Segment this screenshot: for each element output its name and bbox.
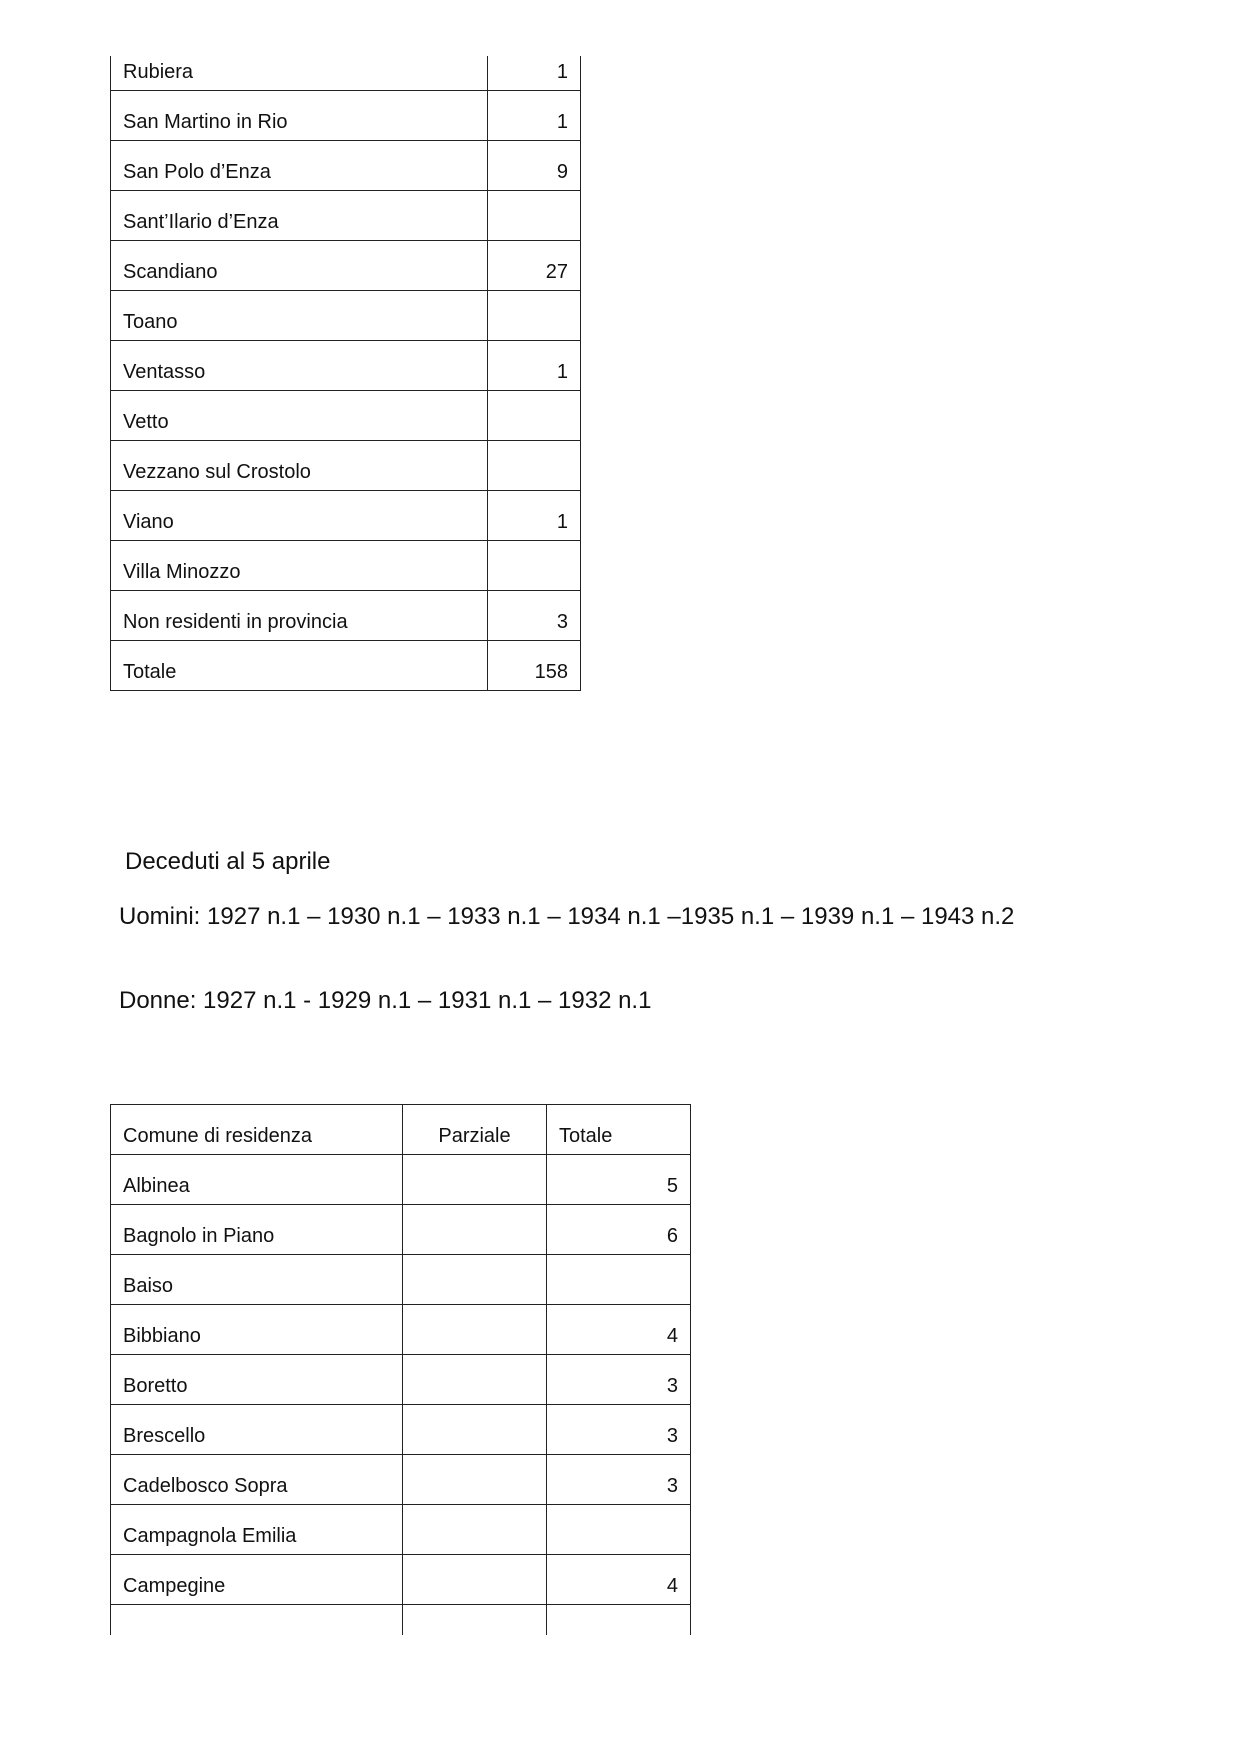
count-cell (488, 540, 581, 590)
comune-cell: Boretto (111, 1355, 403, 1405)
table-row (111, 56, 581, 90)
total-value-cell: 158 (488, 640, 581, 690)
comune-cell: Vetto (111, 390, 488, 440)
table-row (111, 540, 581, 590)
totale-cell: 3 (547, 1355, 691, 1405)
parziale-cell (403, 1505, 547, 1555)
table-header-row (111, 1105, 691, 1155)
count-cell: 27 (488, 240, 581, 290)
empty-cell (547, 1605, 691, 1635)
count-cell (488, 290, 581, 340)
total-row (111, 640, 581, 690)
comune-cell: San Polo d’Enza (111, 140, 488, 190)
column-header-comune: Comune di residenza (111, 1105, 403, 1155)
table-row (111, 240, 581, 290)
count-cell: 3 (488, 590, 581, 640)
parziale-cell (403, 1205, 547, 1255)
parziale-cell (403, 1155, 547, 1205)
comune-cell: Ventasso (111, 340, 488, 390)
count-cell (488, 190, 581, 240)
totale-cell (547, 1255, 691, 1305)
table-row (111, 390, 581, 440)
table-row (111, 1355, 691, 1405)
parziale-cell (403, 1355, 547, 1405)
count-cell: 9 (488, 140, 581, 190)
table-row-continued (111, 1605, 691, 1635)
count-cell (488, 390, 581, 440)
table-row (111, 1255, 691, 1305)
count-cell: 1 (488, 340, 581, 390)
table-row (111, 490, 581, 540)
totale-cell: 3 (547, 1405, 691, 1455)
comune-cell: Campagnola Emilia (111, 1505, 403, 1555)
table-row (111, 1455, 691, 1505)
empty-cell (111, 1605, 403, 1635)
table-row (111, 1555, 691, 1605)
deceased-heading: Deceduti al 5 aprile (125, 848, 331, 875)
comune-cell: Bibbiano (111, 1305, 403, 1355)
table-row (111, 1155, 691, 1205)
column-header-totale: Totale (547, 1105, 691, 1155)
comune-cell: Brescello (111, 1405, 403, 1455)
table-row (111, 340, 581, 390)
table-row (111, 1405, 691, 1455)
table-row (111, 140, 581, 190)
table-row (111, 1305, 691, 1355)
totale-cell: 4 (547, 1555, 691, 1605)
column-header-parziale: Parziale (403, 1105, 547, 1155)
parziale-cell (403, 1555, 547, 1605)
count-cell: 1 (488, 90, 581, 140)
totale-cell: 6 (547, 1205, 691, 1255)
table-row (111, 1205, 691, 1255)
count-cell: 1 (488, 490, 581, 540)
empty-cell (403, 1605, 547, 1635)
table-row (111, 90, 581, 140)
comune-cell: Albinea (111, 1155, 403, 1205)
parziale-cell (403, 1255, 547, 1305)
parziale-cell (403, 1455, 547, 1505)
count-cell (488, 440, 581, 490)
parziale-cell (403, 1305, 547, 1355)
total-label-cell: Totale (111, 640, 488, 690)
comune-cell: Vezzano sul Crostolo (111, 440, 488, 490)
deceased-women-line: Donne: 1927 n.1 - 1929 n.1 – 1931 n.1 – 1932 n.1 (119, 987, 652, 1014)
residence-partial-total-table (110, 1104, 691, 1635)
comune-cell: Villa Minozzo (111, 540, 488, 590)
table-row (111, 1505, 691, 1555)
count-cell: 1 (488, 56, 581, 90)
comune-cell: Campegine (111, 1555, 403, 1605)
table-row (111, 440, 581, 490)
residence-count-table-continued (110, 56, 581, 691)
comune-cell: Viano (111, 490, 488, 540)
comune-cell: Cadelbosco Sopra (111, 1455, 403, 1505)
table-row (111, 190, 581, 240)
deceased-men-line: Uomini: 1927 n.1 – 1930 n.1 – 1933 n.1 – 1934 n.1 –1935 n.1 – 1939 n.1 – 1943 n.2 (119, 903, 1015, 930)
table-row (111, 290, 581, 340)
comune-cell: Sant’Ilario d’Enza (111, 190, 488, 240)
comune-cell: Baiso (111, 1255, 403, 1305)
comune-cell: Toano (111, 290, 488, 340)
totale-cell: 3 (547, 1455, 691, 1505)
totale-cell: 5 (547, 1155, 691, 1205)
comune-cell: Bagnolo in Piano (111, 1205, 403, 1255)
comune-cell: Scandiano (111, 240, 488, 290)
parziale-cell (403, 1405, 547, 1455)
totale-cell (547, 1505, 691, 1555)
table-row (111, 590, 581, 640)
comune-cell: San Martino in Rio (111, 90, 488, 140)
totale-cell: 4 (547, 1305, 691, 1355)
comune-cell: Non residenti in provincia (111, 590, 488, 640)
comune-cell: Rubiera (111, 56, 488, 90)
